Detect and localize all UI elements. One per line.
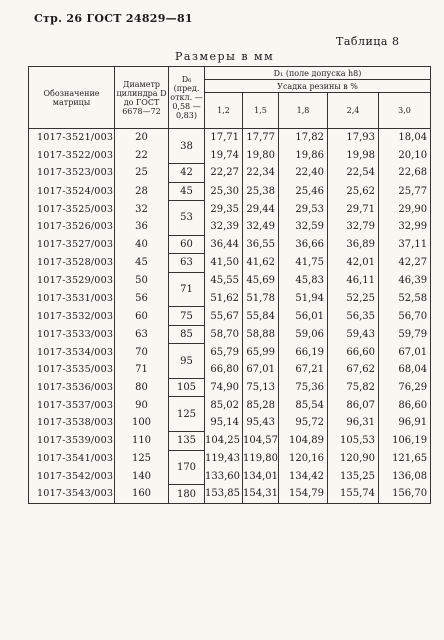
cylinder-diameter: 50 — [115, 272, 169, 289]
cylinder-diameter: 125 — [115, 450, 169, 467]
d1-value: 17,71 — [205, 129, 243, 147]
d6-value: 53 — [169, 201, 205, 236]
d1-value: 105,53 — [328, 432, 379, 450]
d1-value: 154,31 — [243, 485, 279, 503]
matrix-designation: 1017-3523/003 — [29, 164, 115, 182]
d1-value: 18,04 — [379, 129, 431, 147]
cylinder-diameter: 110 — [115, 432, 169, 450]
d1-value: 120,16 — [279, 450, 328, 467]
matrix-designation: 1017-3532/003 — [29, 307, 115, 325]
d1-value: 36,44 — [205, 235, 243, 253]
d6-value: 105 — [169, 378, 205, 396]
d6-value: 45 — [169, 182, 205, 200]
cylinder-diameter: 36 — [115, 218, 169, 235]
d1-value: 104,25 — [205, 432, 243, 450]
matrix-designation: 1017-3538/003 — [29, 414, 115, 431]
matrix-designation: 1017-3537/003 — [29, 397, 115, 414]
matrix-designation: 1017-3529/003 — [29, 272, 115, 289]
d6-value: 170 — [169, 450, 205, 485]
d1-value: 19,80 — [243, 146, 279, 163]
d1-value: 29,35 — [205, 201, 243, 218]
table-row — [29, 344, 431, 361]
matrix-designation: 1017-3526/003 — [29, 218, 115, 235]
d1-value: 52,25 — [328, 290, 379, 307]
cylinder-diameter: 22 — [115, 146, 169, 163]
d1-value: 95,14 — [205, 414, 243, 431]
table-row — [29, 272, 431, 289]
d1-value: 75,82 — [328, 378, 379, 396]
d1-value: 119,43 — [205, 450, 243, 467]
d1-value: 67,01 — [243, 361, 279, 378]
header-shrinkage: Усадка резины в % — [205, 80, 431, 93]
d1-value: 36,89 — [328, 235, 379, 253]
d1-value: 75,13 — [243, 378, 279, 396]
cylinder-diameter: 90 — [115, 397, 169, 414]
d1-value: 133,60 — [205, 467, 243, 484]
matrix-designation: 1017-3536/003 — [29, 378, 115, 396]
d1-value: 22,68 — [379, 164, 431, 182]
d1-value: 42,27 — [379, 254, 431, 272]
cylinder-diameter: 45 — [115, 254, 169, 272]
table-row — [29, 397, 431, 414]
d1-value: 25,30 — [205, 182, 243, 200]
table-row — [29, 218, 431, 235]
d1-value: 19,86 — [279, 146, 328, 163]
d1-value: 67,62 — [328, 361, 379, 378]
d1-value: 104,89 — [279, 432, 328, 450]
table-title: Таблица 8 — [336, 35, 400, 48]
table-row — [29, 182, 431, 200]
cylinder-diameter: 71 — [115, 361, 169, 378]
d1-value: 66,60 — [328, 344, 379, 361]
d1-value: 68,04 — [379, 361, 431, 378]
matrix-designation: 1017-3531/003 — [29, 290, 115, 307]
table-row — [29, 432, 431, 450]
header-shrink-value: 1,5 — [243, 93, 279, 129]
d1-value: 32,99 — [379, 218, 431, 235]
table-row — [29, 325, 431, 343]
d1-value: 20,10 — [379, 146, 431, 163]
d1-value: 22,34 — [243, 164, 279, 182]
d1-value: 41,50 — [205, 254, 243, 272]
matrix-designation: 1017-3543/003 — [29, 485, 115, 503]
d1-value: 46,11 — [328, 272, 379, 289]
d6-value: 85 — [169, 325, 205, 343]
d1-value: 74,90 — [205, 378, 243, 396]
d6-value: 180 — [169, 485, 205, 503]
cylinder-diameter: 32 — [115, 201, 169, 218]
d1-value: 41,62 — [243, 254, 279, 272]
d1-value: 104,57 — [243, 432, 279, 450]
d1-value: 67,21 — [279, 361, 328, 378]
header-shrink-value: 2,4 — [328, 93, 379, 129]
matrix-designation: 1017-3521/003 — [29, 129, 115, 147]
d1-value: 29,44 — [243, 201, 279, 218]
d1-value: 85,02 — [205, 397, 243, 414]
d1-value: 25,46 — [279, 182, 328, 200]
header-d6: D₆ (пред. откл. —0,58 —0,83) — [169, 67, 205, 129]
matrix-designation: 1017-3524/003 — [29, 182, 115, 200]
d1-value: 65,79 — [205, 344, 243, 361]
d6-value: 95 — [169, 344, 205, 379]
d1-value: 106,19 — [379, 432, 431, 450]
table-row — [29, 450, 431, 467]
table-row — [29, 201, 431, 218]
d1-value: 45,69 — [243, 272, 279, 289]
d1-value: 17,93 — [328, 129, 379, 147]
d1-value: 45,83 — [279, 272, 328, 289]
d6-value: 42 — [169, 164, 205, 182]
d6-value: 135 — [169, 432, 205, 450]
dimensions-caption: Размеры в мм — [175, 50, 275, 63]
d1-value: 154,79 — [279, 485, 328, 503]
d1-value: 85,28 — [243, 397, 279, 414]
header-shrink-value: 1,8 — [279, 93, 328, 129]
d1-value: 32,39 — [205, 218, 243, 235]
table-row — [29, 307, 431, 325]
d1-value: 56,35 — [328, 307, 379, 325]
d1-value: 86,60 — [379, 397, 431, 414]
header-shrink-value: 3,0 — [379, 93, 431, 129]
d1-value: 58,70 — [205, 325, 243, 343]
d1-value: 56,01 — [279, 307, 328, 325]
d1-value: 37,11 — [379, 235, 431, 253]
matrix-designation: 1017-3522/003 — [29, 146, 115, 163]
d1-value: 59,43 — [328, 325, 379, 343]
d1-value: 96,91 — [379, 414, 431, 431]
d6-value: 63 — [169, 254, 205, 272]
cylinder-diameter: 28 — [115, 182, 169, 200]
table-row — [29, 414, 431, 431]
d6-value: 125 — [169, 397, 205, 432]
page-header: Стр. 26 ГОСТ 24829—81 — [34, 12, 193, 25]
d1-value: 85,54 — [279, 397, 328, 414]
matrix-dimensions-table — [28, 66, 431, 504]
d1-value: 66,80 — [205, 361, 243, 378]
cylinder-diameter: 160 — [115, 485, 169, 503]
table-row — [29, 378, 431, 396]
matrix-designation: 1017-3527/003 — [29, 235, 115, 253]
d6-value: 60 — [169, 235, 205, 253]
d1-value: 75,36 — [279, 378, 328, 396]
d1-value: 134,01 — [243, 467, 279, 484]
d1-value: 32,79 — [328, 218, 379, 235]
d1-value: 22,40 — [279, 164, 328, 182]
d1-value: 96,31 — [328, 414, 379, 431]
d1-value: 25,62 — [328, 182, 379, 200]
d1-value: 52,58 — [379, 290, 431, 307]
cylinder-diameter: 80 — [115, 378, 169, 396]
d1-value: 25,77 — [379, 182, 431, 200]
d1-value: 22,54 — [328, 164, 379, 182]
cylinder-diameter: 40 — [115, 235, 169, 253]
d1-value: 32,49 — [243, 218, 279, 235]
cylinder-diameter: 60 — [115, 307, 169, 325]
matrix-designation: 1017-3534/003 — [29, 344, 115, 361]
d1-value: 55,84 — [243, 307, 279, 325]
d1-value: 36,66 — [279, 235, 328, 253]
d1-value: 134,42 — [279, 467, 328, 484]
d6-value: 75 — [169, 307, 205, 325]
d1-value: 45,55 — [205, 272, 243, 289]
d1-value: 95,72 — [279, 414, 328, 431]
d1-value: 56,70 — [379, 307, 431, 325]
cylinder-diameter: 25 — [115, 164, 169, 182]
d1-value: 120,90 — [328, 450, 379, 467]
table-row — [29, 361, 431, 378]
table-row — [29, 485, 431, 503]
d1-value: 66,19 — [279, 344, 328, 361]
matrix-designation: 1017-3541/003 — [29, 450, 115, 467]
d1-value: 76,29 — [379, 378, 431, 396]
header-matrix: Обозначение матрицы — [29, 67, 115, 129]
d1-value: 29,71 — [328, 201, 379, 218]
cylinder-diameter: 70 — [115, 344, 169, 361]
table-row — [29, 129, 431, 147]
d1-value: 36,55 — [243, 235, 279, 253]
d1-value: 51,62 — [205, 290, 243, 307]
d1-value: 155,74 — [328, 485, 379, 503]
table-row — [29, 164, 431, 182]
table-row — [29, 467, 431, 484]
d1-value: 86,07 — [328, 397, 379, 414]
matrix-designation: 1017-3525/003 — [29, 201, 115, 218]
d1-value: 51,94 — [279, 290, 328, 307]
header-diameter: Диаметр цилиндра D до ГОСТ 6678—72 — [115, 67, 169, 129]
d1-value: 17,77 — [243, 129, 279, 147]
d1-value: 25,38 — [243, 182, 279, 200]
d6-value: 38 — [169, 129, 205, 164]
d1-value: 42,01 — [328, 254, 379, 272]
cylinder-diameter: 56 — [115, 290, 169, 307]
d1-value: 22,27 — [205, 164, 243, 182]
d6-value: 71 — [169, 272, 205, 307]
d1-value: 17,82 — [279, 129, 328, 147]
d1-value: 51,78 — [243, 290, 279, 307]
d1-value: 19,74 — [205, 146, 243, 163]
header-shrink-value: 1,2 — [205, 93, 243, 129]
d1-value: 136,08 — [379, 467, 431, 484]
d1-value: 55,67 — [205, 307, 243, 325]
d1-value: 65,99 — [243, 344, 279, 361]
matrix-designation: 1017-3535/003 — [29, 361, 115, 378]
d1-value: 121,65 — [379, 450, 431, 467]
d1-value: 29,53 — [279, 201, 328, 218]
d1-value: 119,80 — [243, 450, 279, 467]
matrix-designation: 1017-3542/003 — [29, 467, 115, 484]
header-d1-group: D₁ (поле допуска h8) — [205, 67, 431, 80]
d1-value: 95,43 — [243, 414, 279, 431]
matrix-designation: 1017-3539/003 — [29, 432, 115, 450]
cylinder-diameter: 100 — [115, 414, 169, 431]
d1-value: 58,88 — [243, 325, 279, 343]
matrix-designation: 1017-3533/003 — [29, 325, 115, 343]
d1-value: 59,79 — [379, 325, 431, 343]
cylinder-diameter: 20 — [115, 129, 169, 147]
d1-value: 135,25 — [328, 467, 379, 484]
cylinder-diameter: 63 — [115, 325, 169, 343]
d1-value: 156,70 — [379, 485, 431, 503]
table-row — [29, 254, 431, 272]
table-row — [29, 235, 431, 253]
table-row — [29, 146, 431, 163]
table-row — [29, 290, 431, 307]
d1-value: 19,98 — [328, 146, 379, 163]
d1-value: 46,39 — [379, 272, 431, 289]
d1-value: 32,59 — [279, 218, 328, 235]
d1-value: 29,90 — [379, 201, 431, 218]
d1-value: 153,85 — [205, 485, 243, 503]
cylinder-diameter: 140 — [115, 467, 169, 484]
matrix-designation: 1017-3528/003 — [29, 254, 115, 272]
table-body — [29, 129, 431, 504]
d1-value: 67,01 — [379, 344, 431, 361]
d1-value: 41,75 — [279, 254, 328, 272]
d1-value: 59,06 — [279, 325, 328, 343]
